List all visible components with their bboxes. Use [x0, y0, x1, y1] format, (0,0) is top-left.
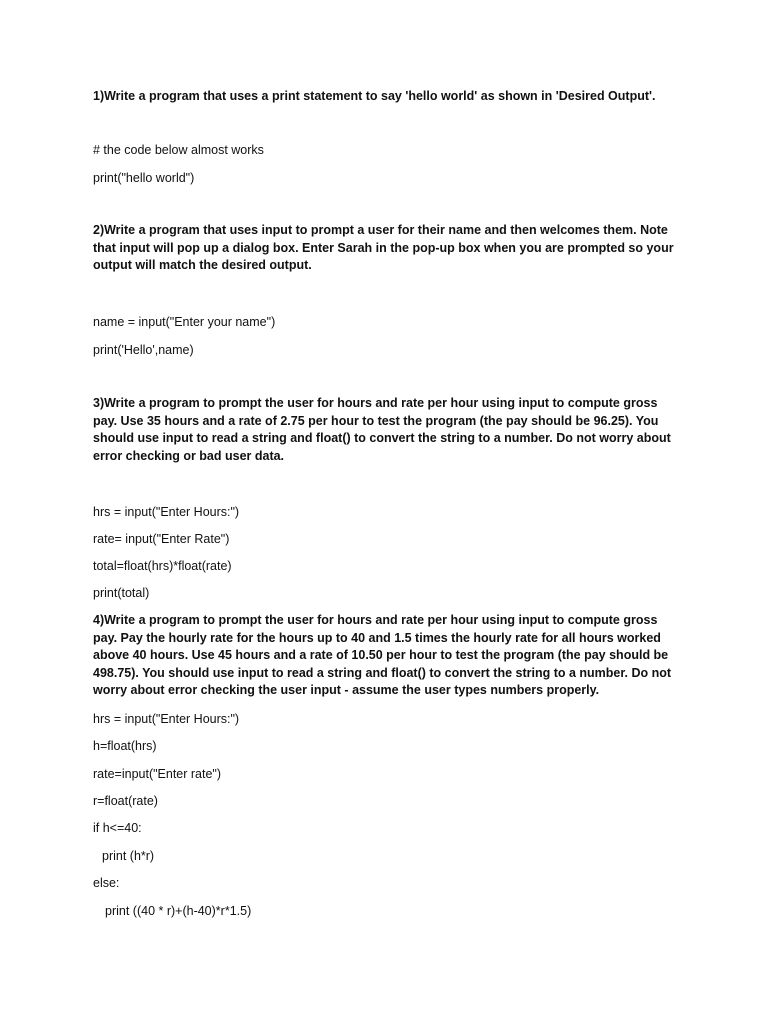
- q2-code-line-1: name = input("Enter your name"): [93, 315, 276, 329]
- q2-heading-line-2: that input will pop up a dialog box. Enter Sarah in the pop-up box when you are prompted so your: [93, 240, 674, 255]
- q1-code-line-1: # the code below almost works: [93, 143, 264, 157]
- q4-code-line-5: if h<=40:: [93, 821, 142, 835]
- q3-code-line-2: rate= input("Enter Rate"): [93, 532, 230, 546]
- q3-code-line-3: total=float(hrs)*float(rate): [93, 559, 232, 573]
- q2-heading-line-3: output will match the desired output.: [93, 258, 312, 273]
- q2-heading-line-1: 2)Write a program that uses input to prompt a user for their name and then welcomes them. Note: [93, 223, 668, 237]
- q4-code-line-8: print ((40 * r)+(h-40)*r*1.5): [105, 904, 252, 918]
- q3-code-line-4: print(total): [93, 586, 150, 600]
- q4-code-line-7: else:: [93, 876, 120, 890]
- q3-heading-line-3: should use input to read a string and float() to convert the string to a number. Do not worry about: [93, 431, 671, 446]
- q2-heading: [93, 222, 683, 275]
- q1-code-line-2: print("hello world"): [93, 171, 195, 185]
- q3-heading-line-2: pay. Use 35 hours and a rate of 2.75 per hour to test the program (the pay should be 96.25). You: [93, 413, 659, 428]
- q4-heading-line-3: above 40 hours. Use 45 hours and a rate of 10.50 per hour to test the program (the pay should be: [93, 648, 669, 663]
- q2-code-line-2: print('Hello',name): [93, 343, 194, 357]
- q4-code-line-2: h=float(hrs): [93, 739, 157, 753]
- q4-heading: [93, 612, 683, 700]
- q4-heading-line-2: pay. Pay the hourly rate for the hours up to 40 and 1.5 times the hourly rate for all hours worked: [93, 630, 661, 645]
- q3-heading: [93, 395, 683, 465]
- q4-heading-line-5: worry about error checking the user input - assume the user types numbers properly.: [93, 683, 600, 698]
- q4-code-line-1: hrs = input("Enter Hours:"): [93, 712, 240, 726]
- q4-heading-line-4: 498.75). You should use input to read a string and float() to convert the string to a number. Do not: [93, 665, 672, 680]
- q3-heading-line-4: error checking or bad user data.: [93, 448, 285, 463]
- q1-heading: 1)Write a program that uses a print statement to say 'hello world' as shown in 'Desired Output'.: [93, 89, 656, 103]
- q4-heading-line-1: 4)Write a program to prompt the user for hours and rate per hour using input to compute gross: [93, 613, 658, 627]
- q3-heading-line-1: 3)Write a program to prompt the user for hours and rate per hour using input to compute gross: [93, 396, 658, 410]
- q4-code-line-4: r=float(rate): [93, 794, 158, 808]
- q4-code-line-6: print (h*r): [102, 849, 155, 863]
- q3-code-line-1: hrs = input("Enter Hours:"): [93, 505, 240, 519]
- q4-code-line-3: rate=input("Enter rate"): [93, 767, 222, 781]
